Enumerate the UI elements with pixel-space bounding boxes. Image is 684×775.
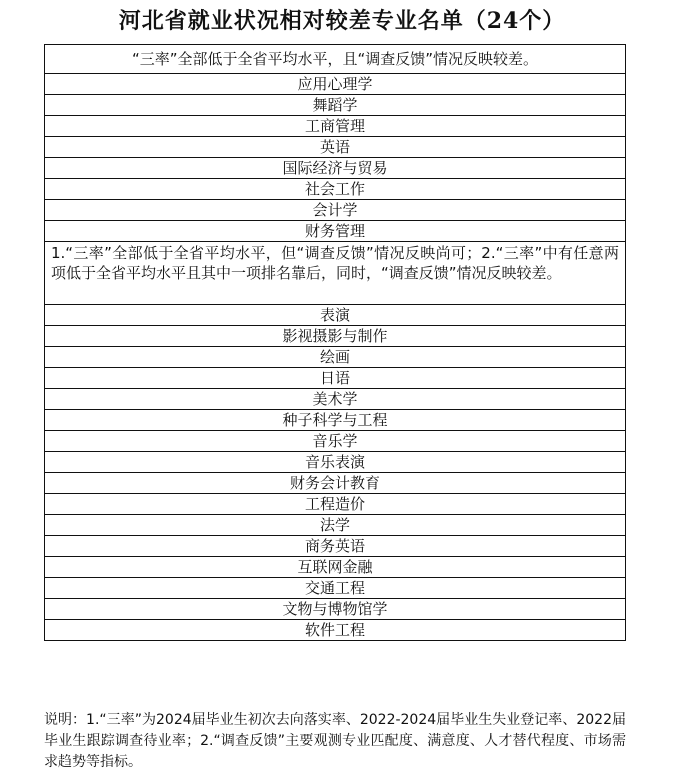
major-name: 工程造价: [45, 494, 626, 515]
table-row: [45, 326, 626, 347]
table-row: [45, 389, 626, 410]
major-name: 会计学: [45, 200, 626, 221]
table-row: [45, 431, 626, 452]
table-row: [45, 620, 626, 641]
table-row: [45, 347, 626, 368]
major-name: 商务英语: [45, 536, 626, 557]
table-row: [45, 305, 626, 326]
table-row: [45, 515, 626, 536]
major-name: 文物与博物馆学: [45, 599, 626, 620]
major-name: 绘画: [45, 347, 626, 368]
table-row: [45, 137, 626, 158]
group-1-criteria-row: [45, 45, 626, 74]
group-2-criteria-text: 1.“三率”全部低于全省平均水平，但“调查反馈”情况反映尚可；2.“三率”中有任意两项低于全省平均水平且其中一项排名靠后，同时，“调查反馈”情况反映较差。: [51, 244, 619, 282]
major-name: 音乐学: [45, 431, 626, 452]
table-row: [45, 116, 626, 137]
major-name: 表演: [45, 305, 626, 326]
group-2-criteria-row: [45, 242, 626, 305]
major-name: 财务管理: [45, 221, 626, 242]
major-name: 软件工程: [45, 620, 626, 641]
major-name: 互联网金融: [45, 557, 626, 578]
group-1-criteria: “三率”全部低于全省平均水平，且“调查反馈”情况反映较差。: [45, 45, 626, 74]
major-name: 交通工程: [45, 578, 626, 599]
major-name: 影视摄影与制作: [45, 326, 626, 347]
table-row: [45, 368, 626, 389]
major-name: 音乐表演: [45, 452, 626, 473]
major-name: 应用心理学: [45, 74, 626, 95]
table-row: [45, 158, 626, 179]
table-row: [45, 473, 626, 494]
major-name: 社会工作: [45, 179, 626, 200]
footnote: 说明：1.“三率”为2024届毕业生初次去向落实率、2022-2024届毕业生失业登记率、2022届毕业生跟踪调查待业率；2.“调查反馈”主要观测专业匹配度、满意度、人才替代程度、市场需求趋势等指标。: [44, 712, 626, 770]
table-row: [45, 557, 626, 578]
major-name: 日语: [45, 368, 626, 389]
table-row: [45, 410, 626, 431]
table-row: [45, 95, 626, 116]
major-name: 国际经济与贸易: [45, 158, 626, 179]
major-list-table: [44, 44, 626, 641]
major-name: 财务会计教育: [45, 473, 626, 494]
major-name: 种子科学与工程: [45, 410, 626, 431]
major-name: 英语: [45, 137, 626, 158]
table-row: [45, 452, 626, 473]
major-name: 工商管理: [45, 116, 626, 137]
table-row: [45, 536, 626, 557]
major-name: 法学: [45, 515, 626, 536]
table-row: [45, 74, 626, 95]
table-row: [45, 494, 626, 515]
table-row: [45, 599, 626, 620]
page-title: 河北省就业状况相对较差专业名单（24个）: [118, 8, 566, 34]
table-row: [45, 221, 626, 242]
group-2-criteria: [45, 242, 626, 305]
major-name: 美术学: [45, 389, 626, 410]
table-row: [45, 200, 626, 221]
major-name: 舞蹈学: [45, 95, 626, 116]
table-row: [45, 179, 626, 200]
table-row: [45, 578, 626, 599]
